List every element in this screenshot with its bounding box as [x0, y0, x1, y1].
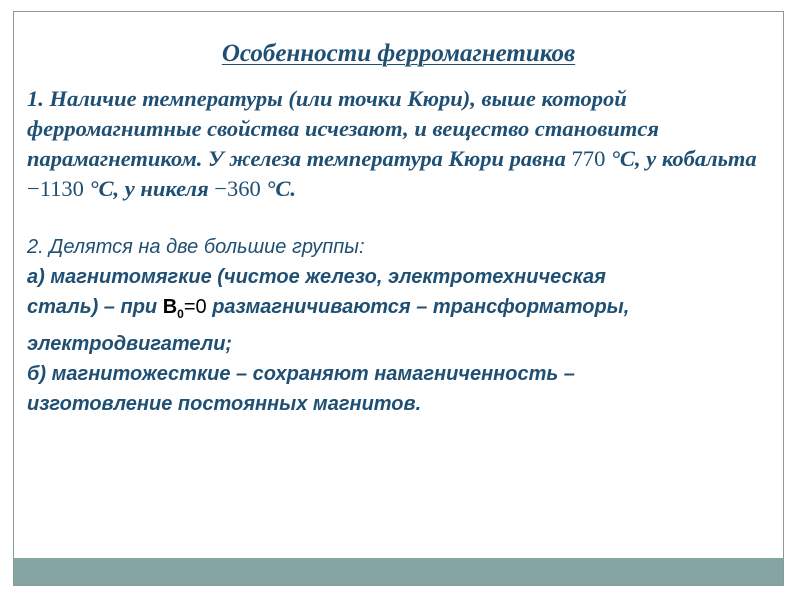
point-1-paragraph: [27, 84, 767, 204]
b-symbol: В: [162, 296, 178, 318]
point-1-text-c: , у никеля: [113, 176, 215, 201]
b-subscript: 0: [177, 307, 184, 321]
nickel-curie-value: −360: [214, 176, 261, 201]
slide-title: Особенности ферромагнетиков: [221, 40, 576, 67]
point-1-text-b: , у кобальта: [634, 146, 757, 171]
b-equals-zero: =0: [183, 296, 207, 318]
point-2a-line-1: а) магнитомягкие (чистое железо, электротехническая: [27, 266, 606, 288]
footer-band: [14, 558, 783, 585]
point-2a-line-3: электродвигатели;: [27, 333, 233, 355]
nickel-curie-unit: °С: [260, 176, 291, 201]
iron-curie-value: 770: [571, 146, 606, 171]
point-1-text-d: .: [290, 176, 297, 201]
point-2a-line-2-pre: сталь) – при: [27, 296, 163, 318]
point-2-block: [27, 232, 772, 419]
cobalt-curie-unit: °С: [83, 176, 114, 201]
point-2a-line-2: [27, 292, 772, 329]
content-frame: [13, 11, 784, 586]
b-zero-symbol: [162, 296, 184, 321]
point-2a-line-2-post: размагничиваются – трансформаторы,: [206, 296, 630, 318]
point-2-heading: 2. Делятся на две большие группы:: [27, 236, 365, 258]
point-1-text-a: 1. Наличие температуры (или точки Кюри), выше которой ферромагнитные свойства исчезают, и вещество становится парамагнетиком. У железа температура Кюри равна: [27, 86, 659, 171]
point-2b-line-1: б) магнитожесткие – сохраняют намагниченность –: [27, 363, 575, 385]
cobalt-curie-value: −1130: [27, 176, 84, 201]
iron-curie-unit: °С: [605, 146, 635, 171]
point-2b-line-2: изготовление постоянных магнитов.: [27, 393, 422, 415]
